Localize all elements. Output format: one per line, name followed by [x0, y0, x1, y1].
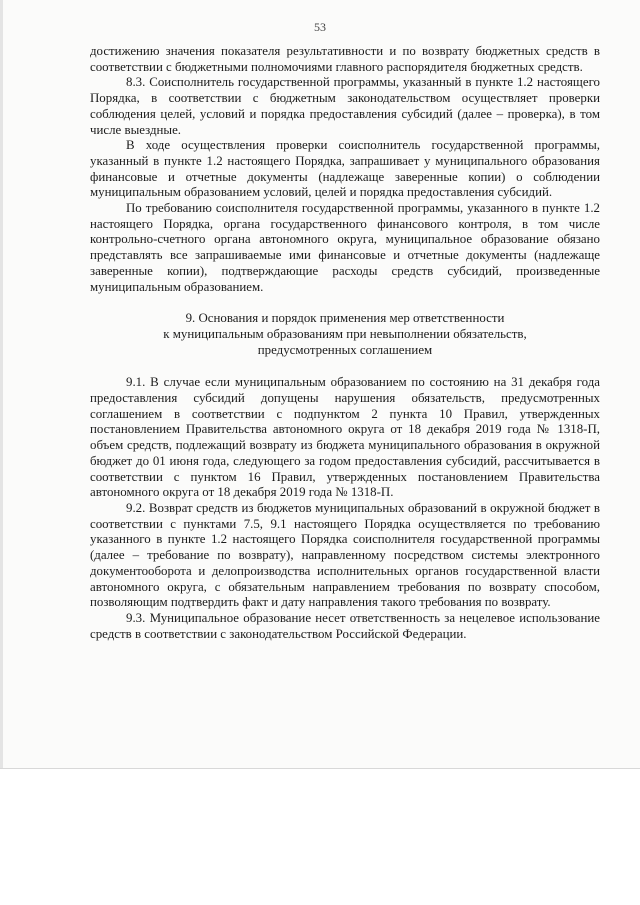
paragraph-9-2: 9.2. Возврат средств из бюджетов муниципальных образований в окружной бюджет в соответствии с пунктами 7.5, 9.1 настоящего Порядка осуществляется по требованию указанного в пункте 1.2 настоящего Порядка соисполнителя государственной программы (далее – требование по возврату), направленному посредством системы электронного документооборота и делопроизводства исполнительных органов государственной власти автономного округа, с обязательным направлением требования по возврату способом, позволяющим подтвердить факт и дату направления такого требования по возврату.	[90, 500, 600, 610]
paragraph-continuation: достижению значения показателя результативности и по возврату бюджетных средств в соответствии с бюджетными полномочиями главного распорядителя бюджетных средств.	[90, 44, 600, 74]
paragraph-9-1: 9.1. В случае если муниципальным образованием по состоянию на 31 декабря года предоставления субсидий допущены нарушения обязательств, предусмотренных соглашением в соответствии с подпунктом 2 пункта 10 Правил, утвержденных постановлением Правительства автономного округа от 18 декабря 2019 года № 1318-П, объем средств, подлежащий возврату из бюджета муниципального образования в окружной бюджет до 01 июня года, следующего за годом предоставления субсидий, рассчитывается в соответствии с пунктом 16 Правил, утвержденных постановлением Правительства автономного округа от 18 декабря 2019 года № 1318-П.	[90, 375, 600, 500]
scan-edge-shadow	[0, 0, 3, 768]
section-heading-line-2: к муниципальным образованиям при невыполнении обязательств,	[163, 326, 527, 341]
document-body	[90, 44, 600, 642]
section-heading	[90, 311, 600, 358]
paragraph-8-3: 8.3. Соисполнитель государственной программы, указанный в пункте 1.2 настоящего Порядка, в соответствии с бюджетным законодательством осуществляет проверки соблюдения целей, условий и порядка предоставления субсидий (далее – проверка), в том числе выездные.	[90, 75, 600, 137]
page-number: 53	[314, 20, 326, 34]
paragraph-inspection-request: В ходе осуществления проверки соисполнитель государственной программы, указанный в пункте 1.2 настоящего Порядка, запрашивает у муниципального образования финансовые и отчетные документы (надлежаще заверенные копии) о соблюдении муниципальным образованием условий, целей и порядка предоставления субсидий.	[90, 138, 600, 200]
section-heading-line-1: 9. Основания и порядок применения мер ответственности	[185, 311, 505, 326]
paragraph-9-3: 9.3. Муниципальное образование несет ответственность за нецелевое использование средств в соответствии с законодательством Российской Федерации.	[90, 610, 600, 641]
paragraph-documents-obligation: По требованию соисполнителя государственной программы, указанного в пункте 1.2 настоящего Порядка, органа государственного финансового контроля, в том числе контрольно-счетного органа автономного округа, муниципальное образование обязано представлять все запрашиваемые ими финансовые и отчетные документы (надлежаще заверенные копии), подтверждающие расходы средств субсидий, произведенные муниципальным образованием.	[90, 201, 600, 294]
section-heading-line-3: предусмотренных соглашением	[257, 342, 433, 357]
